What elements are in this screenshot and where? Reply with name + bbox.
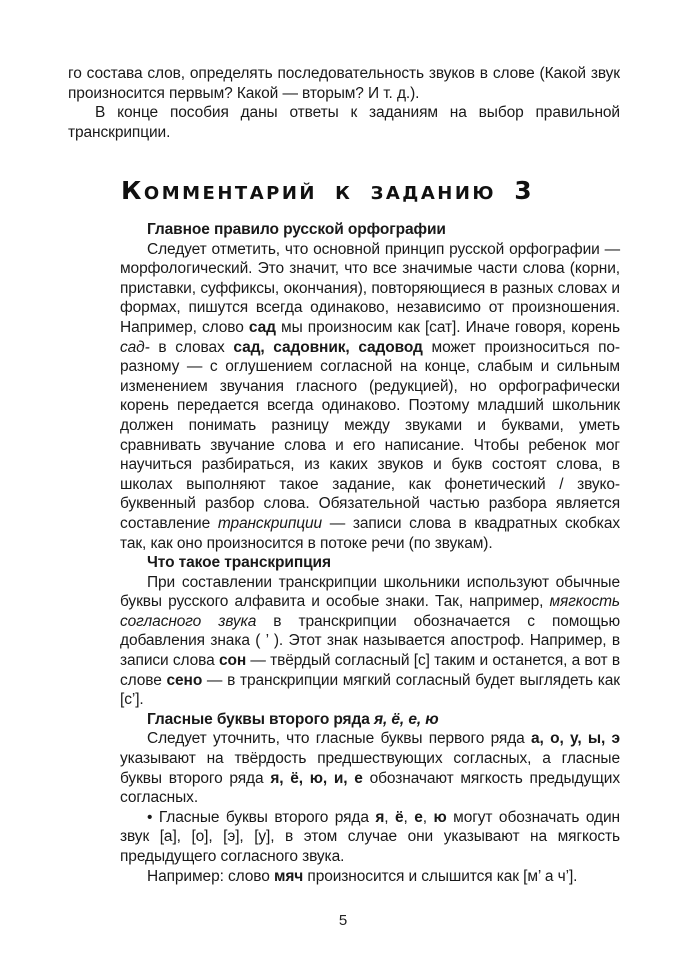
subheading-what-is-transcription [120,553,620,573]
text-run: в словах [149,338,234,356]
paragraph-continuation: го состава слов, определять последовательность звуков в слове (Какой звук произносится первым? Какой — вторым? И т. д.). [68,65,620,102]
text-run: могут обозначать один звук [а], [о], [э], [у], в этом случае они указывают на мягкость предыдущего согласного звука. [120,808,620,865]
text-run: может произноситься по-разному — с оглушением согласной на конце, слабым и сильным изменением звучания гласного (редукцией), но орфографически корень передается всегда одинаково. Поэтому младший школьник должен понимать разницу между звуками и буквами, уметь сравнивать звучание слова и его написание. Чтобы ребенок мог научиться разбираться, из каких звуков и букв состоят слова, в школах выполняют такое задание, как фонетический / звуко-буквенный разбор слова. Обязательной частью разбора является составление [120,338,620,532]
page-number: 5 [338,912,348,929]
text-run: сено [166,671,203,689]
text-run: сад, садовник, садовод [233,338,423,356]
text-run: , [403,808,415,826]
paragraph-vowel-rows [120,729,620,807]
text-run: в транскрипции обозначается с помощью добавления знака ( ’ ). Этот знак называется апостроф. Например, в записи слова [120,612,620,670]
text-run: Что такое транскрипция [147,554,331,572]
text-run: ю [433,808,447,826]
text-run: Главное правило русской орфографии [147,221,446,238]
paragraph-answers-note: В конце пособия даны ответы к заданиям на выбор правильной транскрипции. [68,104,620,141]
text-run: • Гласные буквы второго ряда [147,808,376,826]
section-heading: Комментарий к заданию 3 [121,176,535,205]
text-run: , [422,808,434,826]
intro-block [68,64,620,142]
text-run: — записи слова в квадратных скобках так, как оно произносится в потоке речи (по звукам). [120,514,620,552]
paragraph-main-rule [120,240,620,554]
text-run: сад- [120,338,150,356]
text-run: При составлении транскрипции школьники используют обычные буквы русского алфавита и особые знаки. Так, например, [120,573,620,611]
text-run: произносится и слышится как [м’ а ч’]. [303,867,578,885]
text-run: я [375,808,385,826]
subheading-second-row-vowels [120,710,620,730]
text-run: мягкость согласного звука [120,593,620,630]
subheading-main-rule [120,220,620,240]
text-run: ё [395,808,404,826]
text-run: я, ё, е, ю [373,710,439,728]
text-run: Например: слово [147,867,274,885]
text-run: Следует уточнить, что гласные буквы первого ряда [147,730,532,748]
text-run: я, ё, ю, и, е [270,769,363,787]
text-run: е [414,808,423,826]
text-run: сон [218,652,247,670]
text-run: — твёрдый согласный [с] таким и останется, а вот в слове [120,652,620,689]
text-run: обозначают мягкость предыдущих согласных. [120,769,620,807]
text-run: Следует отметить, что основной принцип русской орфографии — морфологический. Это значит, что все значимые части слова (корни, приставки, суффиксы, окончания), повторяющиеся в разных словах и формах, пишутся всегда одинаково, независимо от произношения. Например, слово [120,240,620,336]
text-run: , [384,808,396,826]
paragraph-bullet-second-row [120,808,620,867]
text-run: сад [248,318,276,336]
commentary-section [120,220,620,886]
text-run: Гласные буквы второго ряда [147,710,374,728]
paragraph-example-myach [120,867,620,887]
text-run: указывают на твёрдость предшествующих согласных, а гласные буквы второго ряда [120,750,620,787]
text-run: — в транскрипции мягкий согласный будет выглядеть как [с’]. [120,671,620,709]
text-run: мы произносим как [сат]. Иначе говоря, корень [275,318,620,336]
paragraph-transcription [120,573,620,710]
text-run: транскрипции [217,514,323,532]
text-run: а, о, у, ы, э [531,730,620,748]
text-run: мяч [273,867,304,885]
